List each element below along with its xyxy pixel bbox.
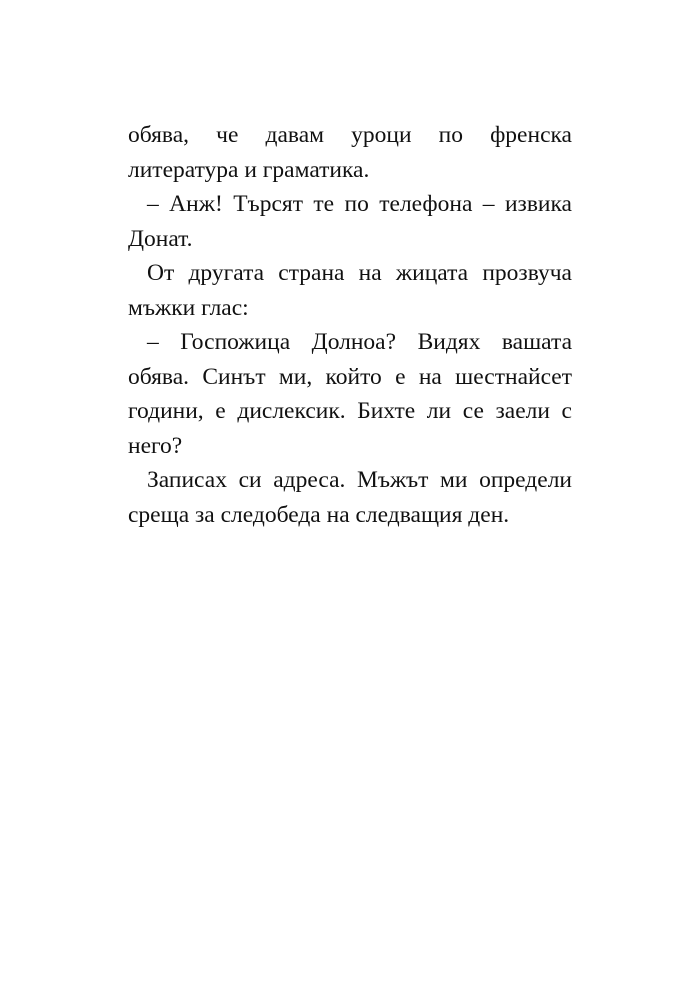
text-line: литература и граматика. — [128, 156, 370, 183]
text-line: Донат. — [128, 225, 193, 252]
text-line: мъжки глас: — [128, 294, 249, 321]
text-line: – Госпожица Долноа? Видях вашата — [147, 329, 572, 355]
text-line: него? — [128, 432, 183, 459]
page-text — [128, 118, 572, 532]
text-line: обява. Синът ми, който е на шестнайсет — [128, 363, 572, 390]
text-line: години, е дислексик. Бихте ли се заели с — [128, 398, 572, 424]
text-line: Записах си адреса. Мъжът ми определи — [147, 467, 572, 493]
text-line: От другата страна на жицата прозвуча — [147, 260, 572, 286]
text-line: – Анж! Търсят те по телефона – извика — [147, 191, 572, 217]
text-line: среща за следобеда на следващия ден. — [128, 501, 510, 528]
text-line: обява, че давам уроци по френска — [128, 122, 572, 148]
